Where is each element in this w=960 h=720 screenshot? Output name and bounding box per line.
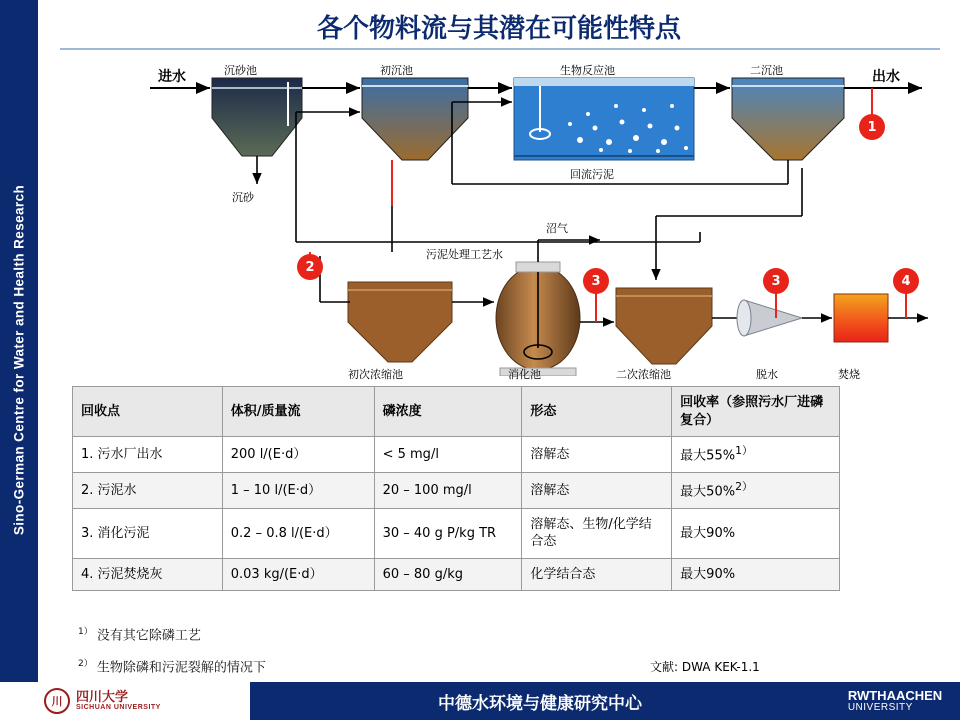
marker-2: 2 [297,254,323,280]
table-row [73,508,840,558]
footnote-2-marker: 2） [78,659,93,669]
recovery-value: 最大55% [680,448,736,464]
label-dewatering: 脱水 [756,368,778,381]
header-form: 形态 [522,387,672,437]
cell-point: 3. 消化污泥 [73,508,223,558]
cell-form: 溶解态 [522,472,672,508]
sichuan-university-cn: 四川大学 [76,689,129,704]
cell-point: 1. 污水厂出水 [73,437,223,473]
label-digester: 消化池 [508,368,541,381]
sichuan-university-name [76,690,161,712]
label-return-sludge: 回流污泥 [570,168,614,181]
cell-point: 2. 污泥水 [73,472,223,508]
marker-1: 1 [859,114,885,140]
header-flow: 体积/质量流 [222,387,374,437]
header-recovery-rate: 回收率（参照污水厂进磷复合） [672,387,840,437]
header-concentration: 磷浓度 [374,387,522,437]
title-divider [60,48,940,50]
page-title: 各个物料流与其潜在可能性特点 [316,14,681,44]
footer-center-title: 中德水环境与健康研究中心 [250,682,830,720]
footnote-1-marker: 1） [78,627,93,637]
recovery-value: 最大50% [680,484,736,500]
label-primary-clarifier: 初沉池 [380,64,413,77]
page-footer [0,682,960,720]
label-process-water: 污泥处理工艺水 [426,248,503,261]
marker-3b: 3 [763,268,789,294]
footer-university-logo [0,682,250,720]
table-row [73,437,840,473]
footnote-2-text: 生物除磷和污泥裂解的情况下 [96,660,266,676]
cell-concentration: 20 – 100 mg/l [374,472,522,508]
sichuan-university-en: SICHUAN UNIVERSITY [76,704,161,712]
label-effluent: 出水 [872,69,900,85]
rwth-line-1: RWTHAACHEN [847,687,943,703]
cell-point: 4. 污泥焚烧灰 [73,558,223,591]
process-flow-diagram [60,56,940,381]
table-row [73,558,840,591]
footnote-1-text: 没有其它除磷工艺 [96,628,201,644]
recovery-footnote-ref: 1） [735,444,753,458]
cell-concentration: < 5 mg/l [374,437,522,473]
cell-concentration: 30 – 40 g P/kg TR [374,508,522,558]
label-bioreactor: 生物反应池 [560,64,615,77]
footnote-1 [78,624,201,643]
marker-4: 4 [893,268,919,294]
rwth-logo [830,682,960,720]
label-secondary-thickener: 二次浓缩池 [616,368,671,381]
cell-flow: 0.2 – 0.8 l/(E·d） [222,508,374,558]
label-grit-chamber: 沉砂池 [224,64,257,77]
footnote-2 [78,656,266,675]
label-incineration: 焚烧 [838,368,860,381]
label-secondary-clarifier: 二沉池 [750,64,783,77]
rwth-line-2: UNIVERSITY [847,701,913,713]
label-biogas: 沼气 [546,222,568,235]
header-point: 回收点 [73,387,223,437]
recovery-footnote-ref: 2） [735,479,753,493]
sichuan-seal-icon: 川 [44,688,70,714]
cell-flow: 0.03 kg/(E·d） [222,558,374,591]
cell-recovery-rate: 最大90% [672,558,840,591]
diagram-canvas [60,56,940,376]
cell-flow: 1 – 10 l/(E·d） [222,472,374,508]
cell-recovery-rate: 最大90% [672,508,840,558]
sidebar-vertical-label: Sino-German Centre for Water and Health Research [11,184,27,536]
table-header-row [73,387,840,437]
sidebar-bar [0,0,38,720]
recovery-table [72,386,840,591]
cell-flow: 200 l/(E·d） [222,437,374,473]
cell-concentration: 60 – 80 g/kg [374,558,522,591]
marker-3a: 3 [583,268,609,294]
table-row [73,472,840,508]
cell-recovery-rate [672,472,840,508]
label-influent: 进水 [158,69,186,85]
label-primary-thickener: 初次浓缩池 [348,368,403,381]
cell-recovery-rate [672,437,840,473]
cell-form: 化学结合态 [522,558,672,591]
label-grit: 沉砂 [232,191,254,204]
cell-form: 溶解态、生物/化学结合态 [522,508,672,558]
cell-form: 溶解态 [522,437,672,473]
source-citation: 文献: DWA KEK-1.1 [650,660,760,674]
